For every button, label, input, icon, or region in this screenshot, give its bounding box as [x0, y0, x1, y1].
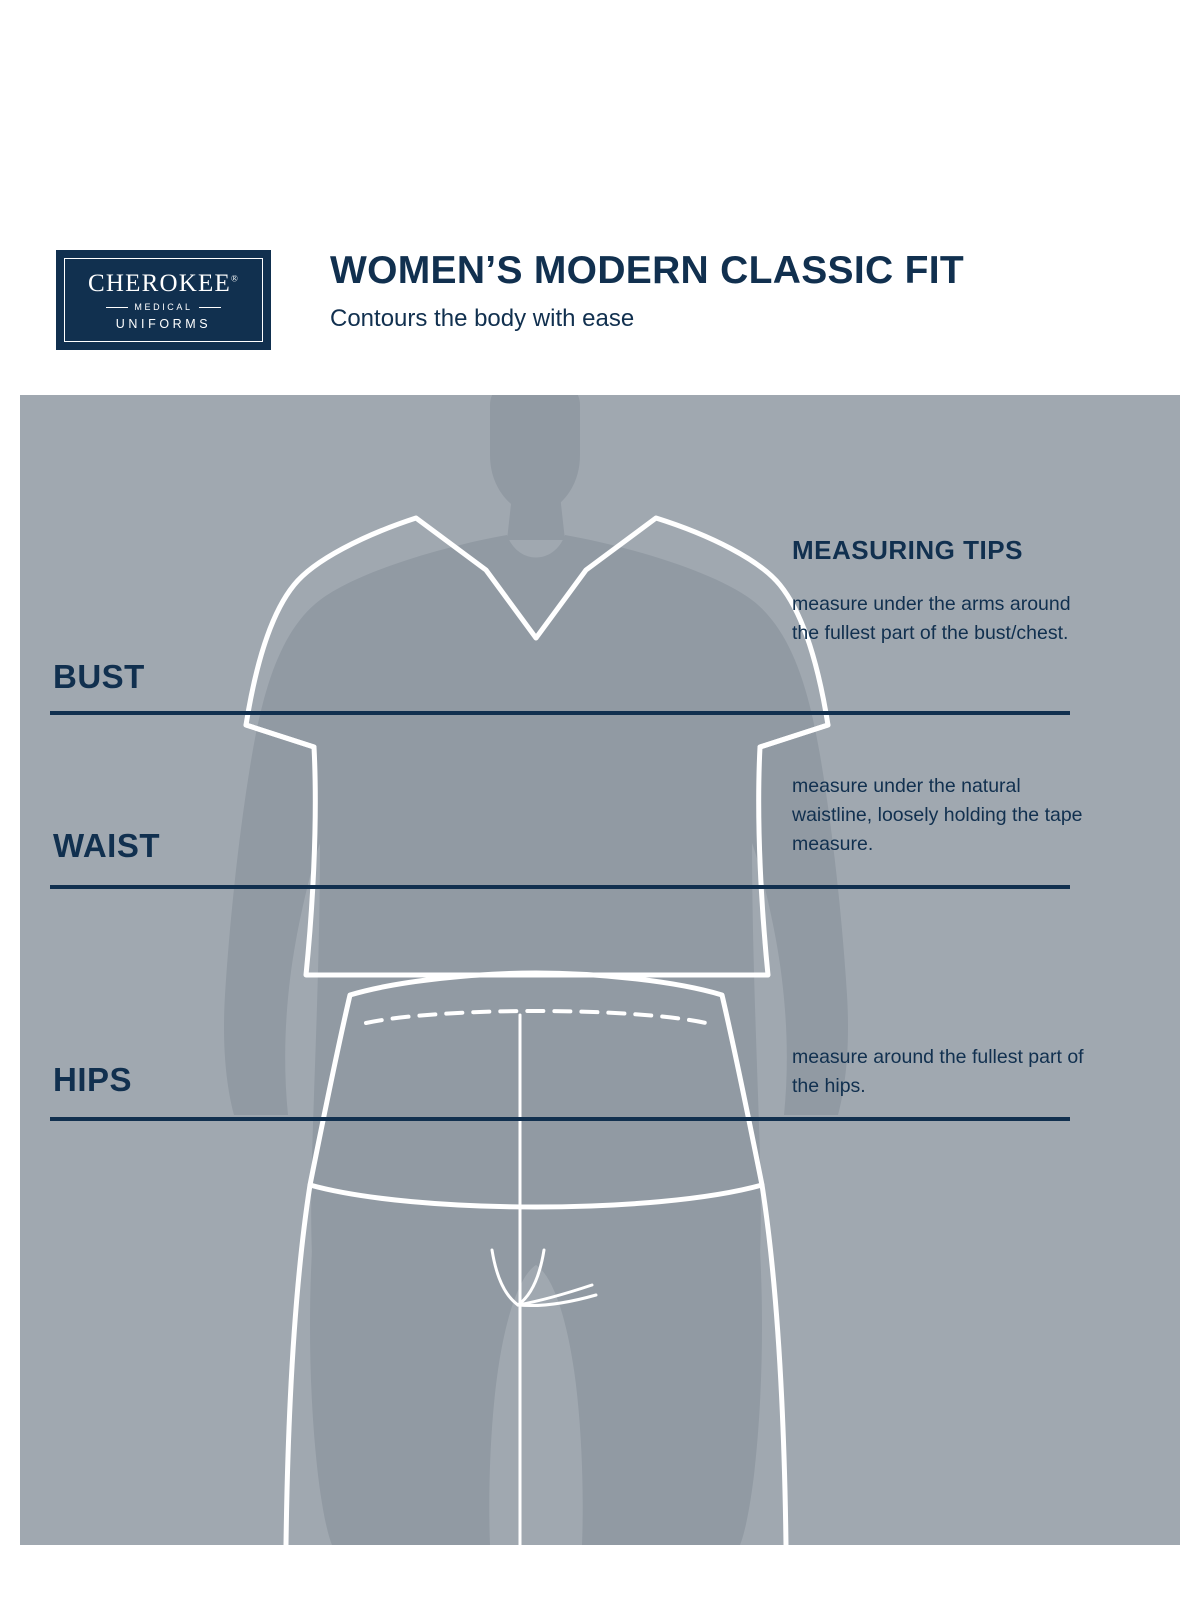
brand-line-uniforms: UNIFORMS [115, 317, 212, 332]
measuring-tip-hips: measure around the fullest part of the hips. [792, 1046, 1084, 1097]
measurement-line-bust [50, 711, 1070, 715]
page-title: WOMEN’S MODERN CLASSIC FIT [330, 249, 964, 292]
brand-logo-inner-frame [64, 258, 263, 342]
page-subtitle: Contours the body with ease [330, 304, 635, 332]
measuring-tip-waist: measure under the natural waistline, loosely holding the tape measure. [792, 775, 1083, 855]
measurement-label-hips: HIPS [53, 1061, 133, 1098]
header [0, 230, 1200, 390]
brand-line-medical: MEDICAL [106, 302, 220, 312]
measurement-line-hips [50, 1117, 1070, 1121]
trademark-icon: ® [230, 273, 239, 284]
rule-right-icon [199, 307, 221, 308]
brand-logo [56, 250, 271, 350]
measurement-label-bust: BUST [53, 658, 145, 695]
measuring-tips-title: MEASURING TIPS [792, 535, 1023, 565]
brand-name: CHEROKEE® [88, 269, 239, 297]
title-block [330, 250, 964, 334]
measurement-line-waist [50, 885, 1070, 889]
body-silhouette [224, 395, 848, 1545]
measuring-tip-bust: measure under the arms around the fullest part of the bust/chest. [792, 593, 1071, 644]
figure-illustration [20, 395, 1180, 1545]
measurement-diagram-panel [20, 395, 1180, 1545]
measurement-label-waist: WAIST [53, 827, 160, 864]
pant-leg-left-outer [286, 1185, 310, 1545]
pant-leg-right-outer [762, 1185, 786, 1545]
rule-left-icon [106, 307, 128, 308]
